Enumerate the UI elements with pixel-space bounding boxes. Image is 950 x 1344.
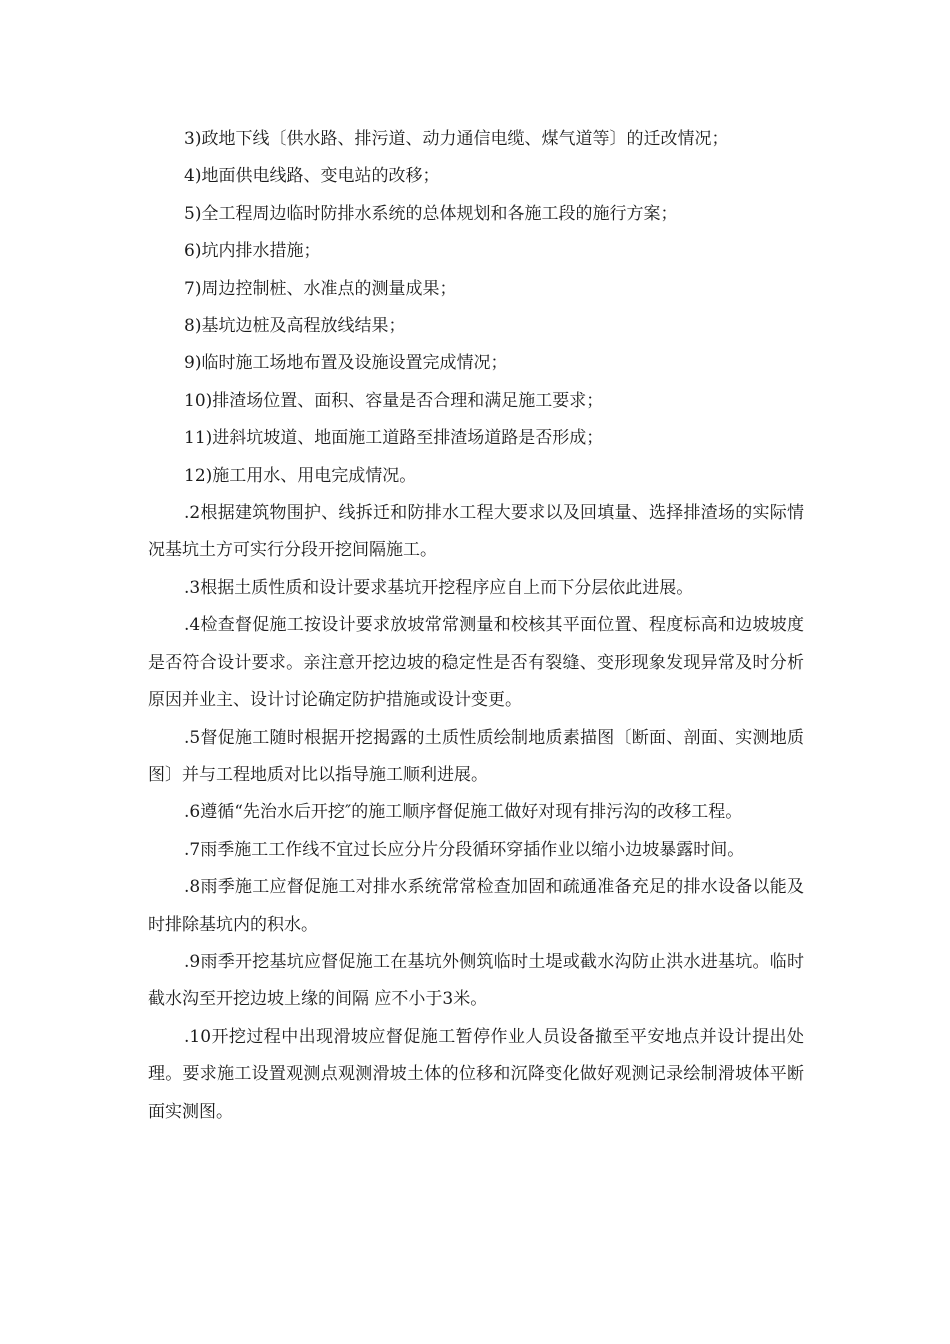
paragraph-item-6: 6)坑内排水措施； (184, 241, 321, 262)
paragraph-section-6: .6遵循“先治水后开挖″的施工顺序督促施工做好对现有排污沟的改移工程。 (184, 802, 743, 823)
paragraph-section-3: .3根据土质性质和设计要求基坑开挖程序应自上而下分层依此进展。 (184, 577, 694, 598)
paragraph-section-10: .10开挖过程中出现滑坡应督促施工暂停作业人员设备撤至平安地点并设计提出处理。要求施工设置观测点观测滑坡土体的位移和沉降变化做好观测记录绘制滑坡体平断面实测图。 (148, 1026, 804, 1122)
paragraph-item-12: 12)施工用水、用电完成情况。 (184, 465, 417, 486)
paragraph-section-8: .8雨季施工应督促施工对排水系统常常检查加固和疏通准备充足的排水设备以能及时排除基坑内的积水。 (148, 877, 804, 935)
paragraph-section-9: .9雨季开挖基坑应督促施工在基坑外侧筑临时土堤或截水沟防止洪水进基坑。临时截水沟至开挖边坡上缘的间隔 应不小于3米。 (148, 951, 804, 1010)
paragraph-item-5: 5)全工程周边临时防排水系统的总体规划和各施工段的施行方案； (184, 203, 678, 224)
paragraph-item-11: 11)进斜坑坡道、地面施工道路至排渣场道路是否形成； (184, 428, 604, 449)
paragraph-item-7: 7)周边控制桩、水准点的测量成果； (184, 278, 457, 299)
paragraph-item-4: 4)地面供电线路、变电站的改移； (184, 166, 440, 187)
paragraph-item-3: 3)政地下线〔供水路、排污道、动力通信电缆、煤气道等〕的迁改情况； (184, 129, 729, 149)
paragraph-section-7: .7雨季施工工作线不宜过长应分片分段循环穿插作业以缩小边坡暴露时间。 (184, 839, 745, 860)
paragraph-section-5: .5督促施工随时根据开挖揭露的土质性质绘制地质素描图〔断面、剖面、实测地质图〕并与工程地质对比以指导施工顺利进展。 (148, 727, 804, 785)
paragraph-item-8: 8)基坑边桩及高程放线结果； (184, 316, 406, 337)
paragraph-section-4: .4检查督促施工按设计要求放坡常常测量和校核其平面位置、程度标高和边坡坡度是否符合设计要求。亲注意开挖边坡的稳定性是否有裂缝、变形现象发现异常及时分析原因并业主、设计讨论确定防护措施或设计变更。 (148, 615, 804, 711)
paragraph-item-10: 10)排渣场位置、面积、容量是否合理和满足施工要求； (184, 390, 604, 411)
paragraph-section-2: .2根据建筑物围护、线拆迁和防排水工程大要求以及回填量、选择排渣场的实际情况基坑土方可实行分段开挖间隔施工。 (148, 503, 804, 561)
document-body (148, 121, 804, 1131)
paragraph-item-9: 9)临时施工场地布置及设施设置完成情况； (184, 353, 508, 374)
